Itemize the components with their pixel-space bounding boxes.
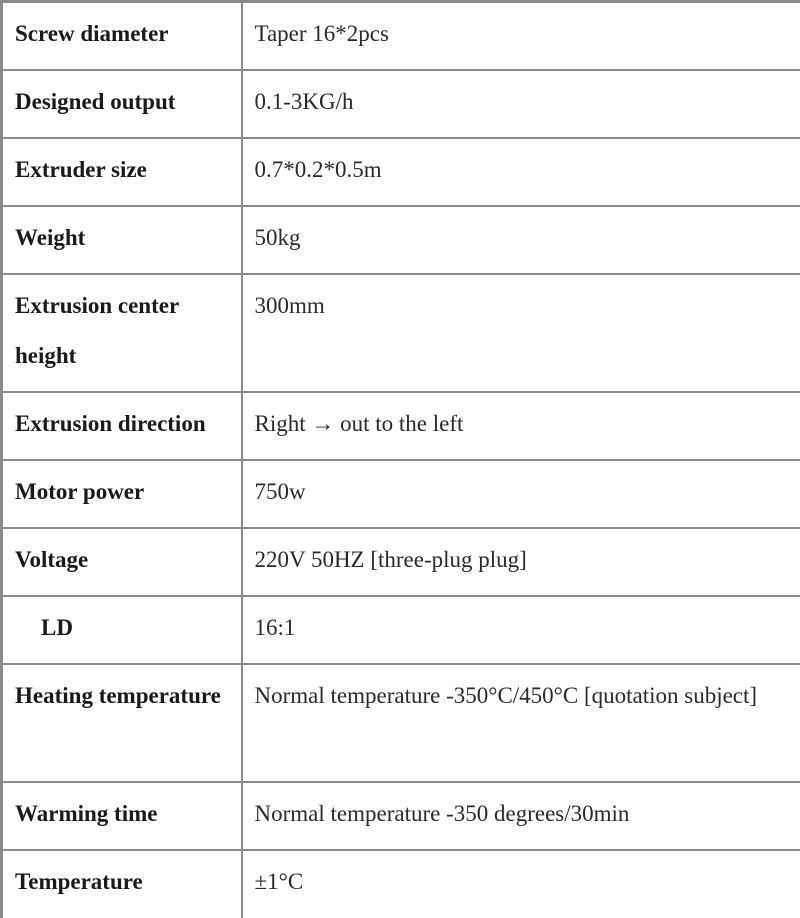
spec-value: 220V 50HZ [three-plug plug]: [242, 528, 800, 596]
spec-label-cell: [2, 596, 242, 664]
table-row: [2, 2, 800, 70]
spec-label: Warming time: [2, 782, 242, 850]
spec-value: 750w: [242, 460, 800, 528]
table-row: [2, 850, 800, 918]
spec-label: Temperature: [2, 850, 242, 918]
spec-value: 16:1: [242, 596, 800, 664]
spec-label: Extruder size: [2, 138, 242, 206]
table-row: [2, 274, 800, 392]
spec-label: Screw diameter: [2, 2, 242, 70]
table-row: [2, 460, 800, 528]
spec-label: Motor power: [2, 460, 242, 528]
table-row: [2, 206, 800, 274]
spec-value: 50kg: [242, 206, 800, 274]
spec-label: Heating temperature: [2, 664, 242, 782]
spec-value: 0.7*0.2*0.5m: [242, 138, 800, 206]
spec-label: Extrusion direction: [2, 392, 242, 460]
spec-value: Right → out to the left: [242, 392, 800, 460]
spec-value: Normal temperature -350°C/450°C [quotation subject]: [242, 664, 800, 782]
spec-label: LD: [15, 603, 73, 653]
spec-value: Taper 16*2pcs: [242, 2, 800, 70]
table-row: [2, 664, 800, 782]
spec-label: Voltage: [2, 528, 242, 596]
spec-label: Designed output: [2, 70, 242, 138]
table-row: [2, 782, 800, 850]
table-row: [2, 392, 800, 460]
spec-label: Extrusion center height: [2, 274, 242, 392]
spec-value: ±1°C: [242, 850, 800, 918]
spec-value: 0.1-3KG/h: [242, 70, 800, 138]
table-row: [2, 138, 800, 206]
table-row: [2, 70, 800, 138]
spec-value: Normal temperature -350 degrees/30min: [242, 782, 800, 850]
table-row: [2, 596, 800, 664]
table-row: [2, 528, 800, 596]
spec-label: Weight: [2, 206, 242, 274]
spec-value: 300mm: [242, 274, 800, 392]
